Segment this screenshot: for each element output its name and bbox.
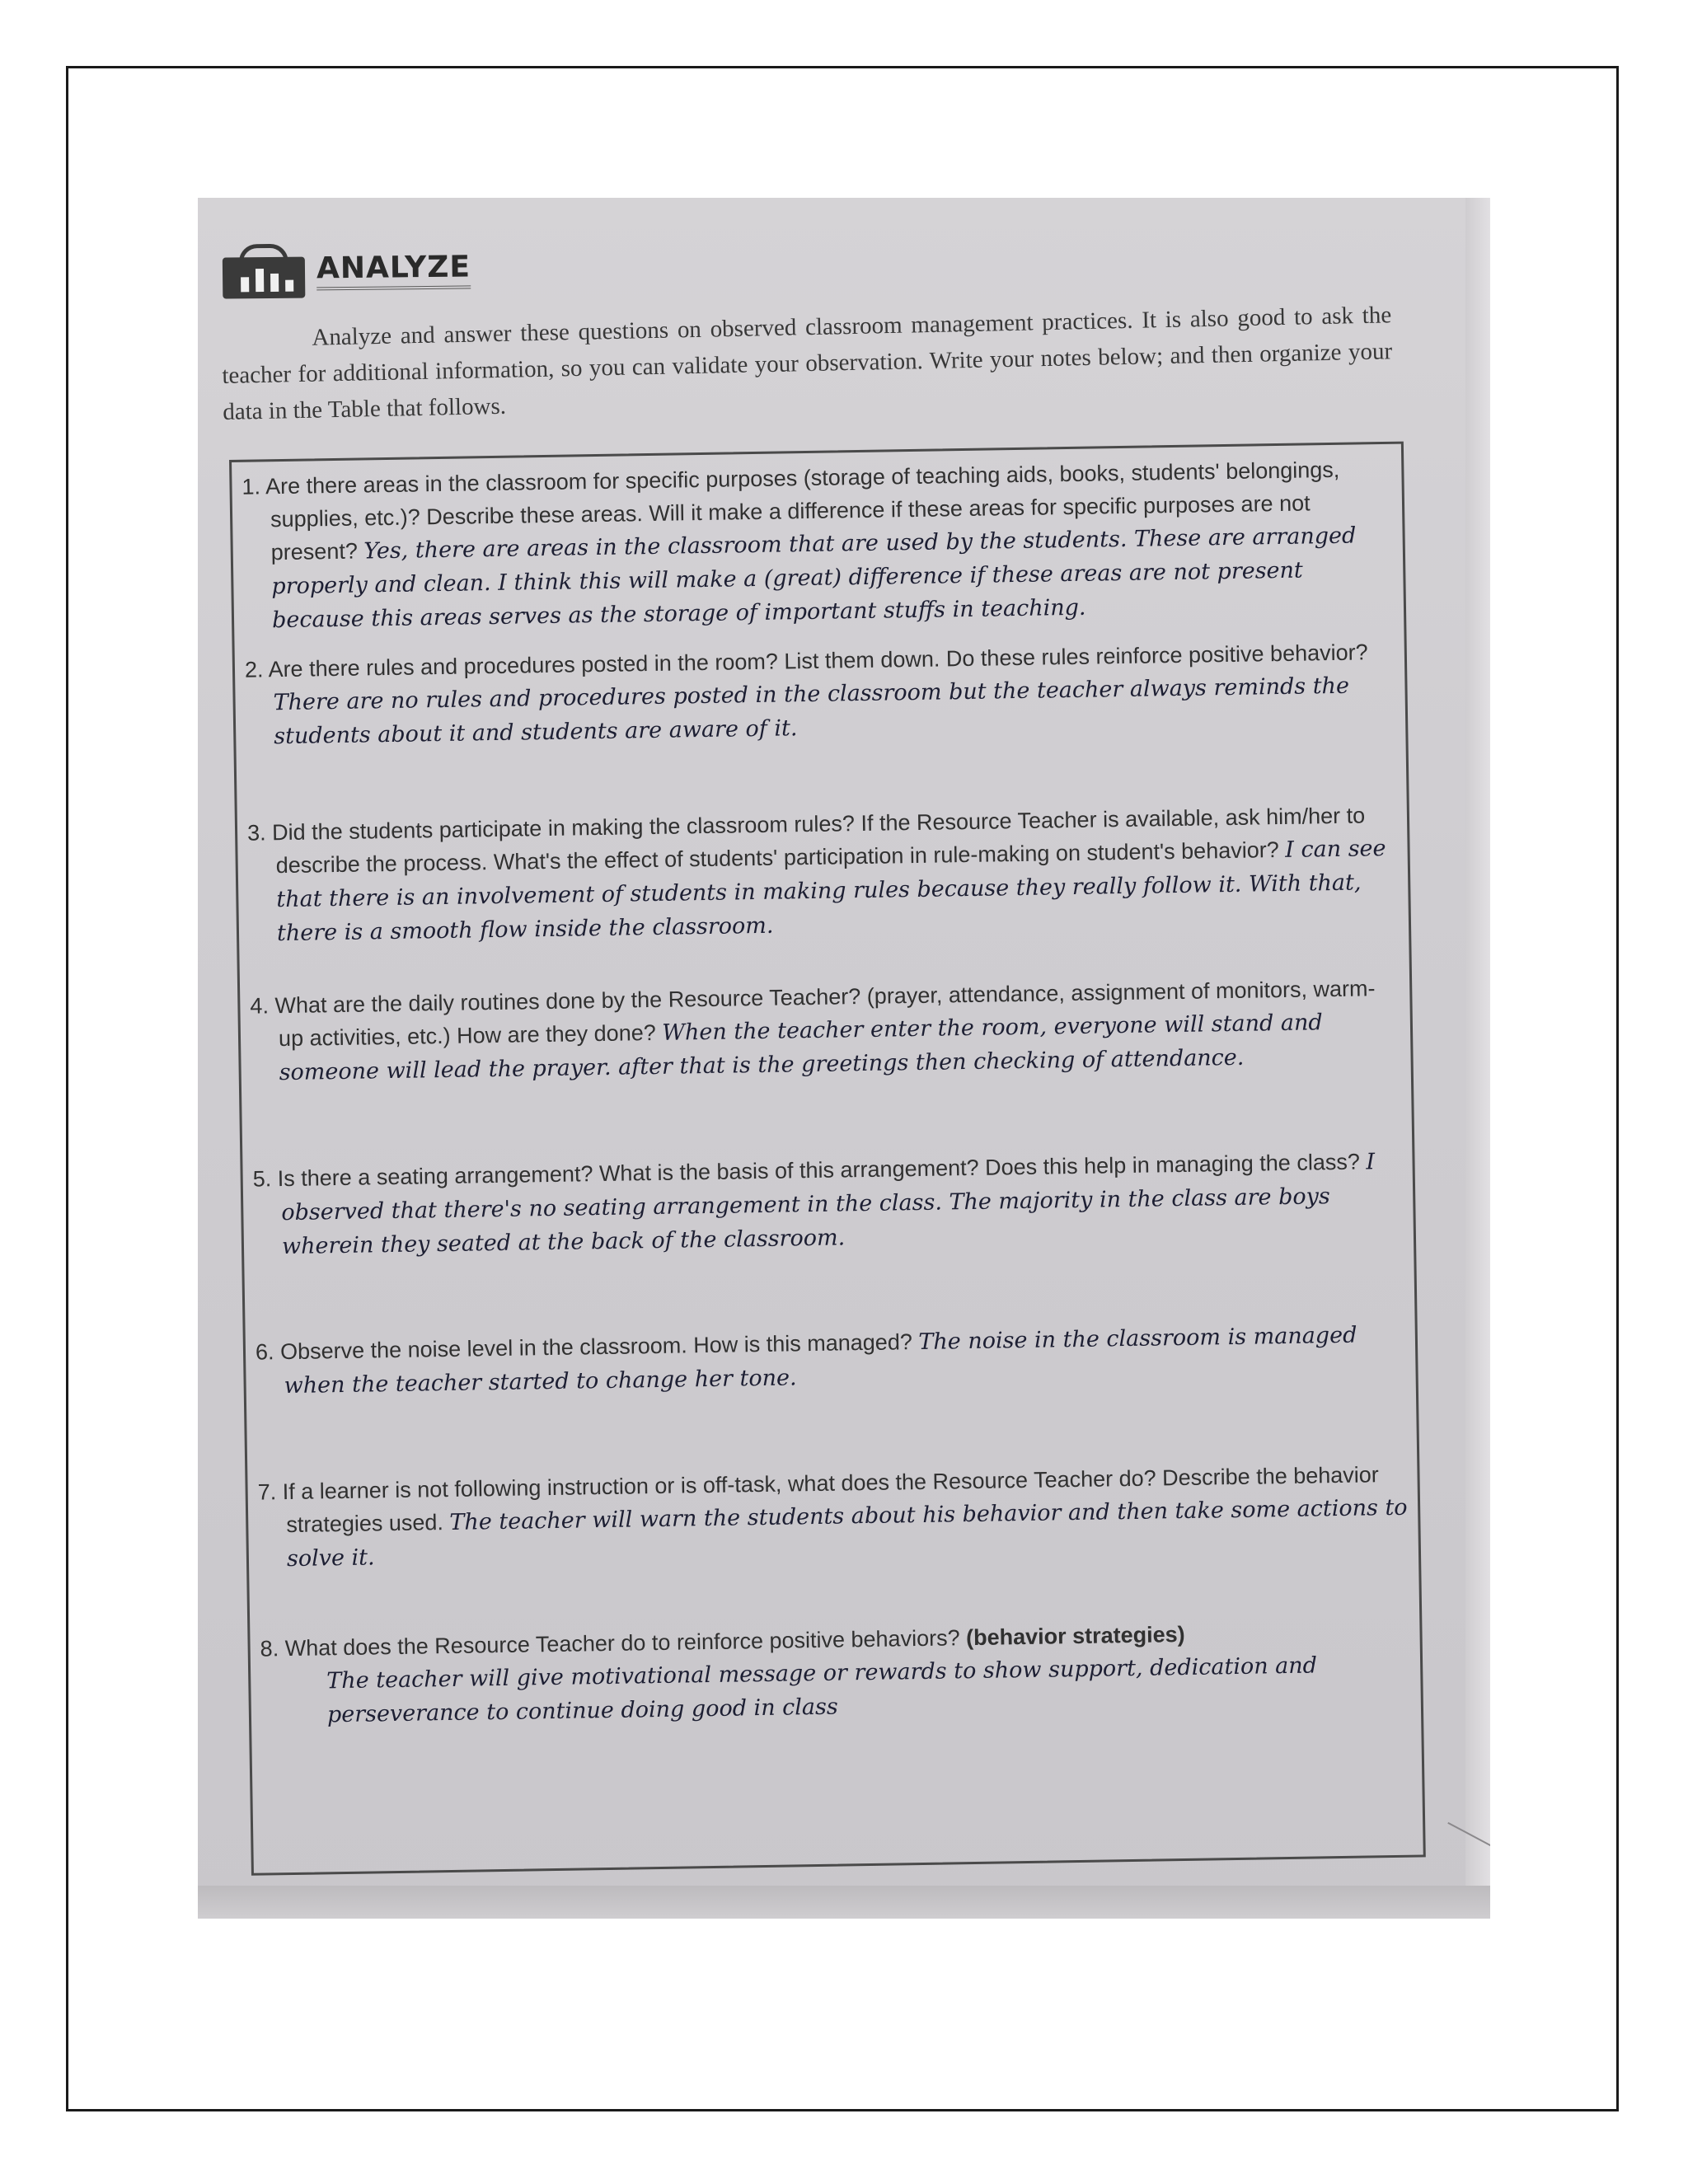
questions-box bbox=[229, 442, 1426, 1876]
handwritten-answer: I can see that there is an involvement of students in making rules because they really follow it. With that, there is a smooth flow inside the classroom. bbox=[276, 836, 1386, 947]
page-shadow bbox=[198, 1886, 1490, 1919]
question-number: 4. bbox=[250, 993, 270, 1019]
handwritten-answer: Yes, there are areas in the classroom that are used by the students. These are arranged properly and clean. I think this will make a (great) difference if these areas are not present because this areas serves as the storage of important stuffs in teaching. bbox=[271, 523, 1357, 634]
question-number: 2. bbox=[244, 657, 264, 682]
worksheet-photo bbox=[198, 198, 1490, 1919]
handwritten-answer: The noise in the classroom is managed when the teacher started to change her tone. bbox=[284, 1322, 1357, 1399]
question-4 bbox=[250, 972, 1401, 1090]
question-number: 7. bbox=[257, 1479, 277, 1505]
handwritten-answer: I observed that there's no seating arrangement in the class. The majority in the class are boys wherein they seated at the back of the classroom. bbox=[281, 1149, 1376, 1260]
section-title: ANALYZE bbox=[316, 250, 471, 290]
question-text: Observe the noise level in the classroom. How is this managed? bbox=[279, 1329, 913, 1365]
page-edge bbox=[1465, 198, 1490, 1919]
handwritten-answer: The teacher will give motivational message or rewards to show support, dedication and perseverance to continue doing good in class bbox=[326, 1652, 1318, 1728]
question-text: Are there rules and procedures posted in the room? List them down. Do these rules reinforce positive behavior? bbox=[268, 640, 1368, 682]
question-text: If a learner is not following instruction or is off-task, what does the Resource Teacher do? Describe the behavior strategies used. bbox=[282, 1462, 1380, 1538]
handwritten-answer: There are no rules and procedures posted in the classroom but the teacher always reminds the students about it and students are aware of it. bbox=[273, 673, 1350, 750]
question-number: 8. bbox=[260, 1636, 279, 1661]
question-2 bbox=[245, 635, 1396, 754]
question-3 bbox=[247, 799, 1399, 951]
question-8 bbox=[260, 1615, 1411, 1733]
question-1 bbox=[241, 452, 1394, 638]
question-6 bbox=[256, 1318, 1406, 1404]
question-emphasis: (behavior strategies) bbox=[965, 1621, 1185, 1651]
handwritten-answer: The teacher will warn the students about his behavior and then take some actions to solve it. bbox=[286, 1494, 1408, 1572]
question-text: Is there a seating arrangement? What is the basis of this arrangement? Does this help in managing the class? bbox=[277, 1149, 1361, 1192]
question-number: 1. bbox=[241, 474, 261, 499]
building-chart-icon bbox=[223, 244, 306, 299]
section-header bbox=[223, 241, 471, 298]
question-text: Did the students participate in making the classroom rules? If the Resource Teacher is available, ask him/her to describe the process. What's the effect of students' participation in rule-making on student's behavior? bbox=[271, 803, 1366, 879]
question-number: 6. bbox=[255, 1339, 274, 1365]
question-text: Are there areas in the classroom for specific purposes (storage of teaching aids, books, students' belongings, supplies, etc.)? Describe these areas. Will it make a difference if these areas for specific purposes are not present? bbox=[265, 457, 1340, 565]
question-7 bbox=[257, 1458, 1409, 1577]
question-5 bbox=[252, 1145, 1404, 1264]
question-text: What does the Resource Teacher do to reinforce positive behaviors? bbox=[284, 1625, 960, 1661]
question-number: 3. bbox=[246, 820, 266, 846]
question-number: 5. bbox=[252, 1166, 272, 1192]
instructions-paragraph: Analyze and answer these questions on observed classroom management practices. It is also good to ask the teacher for additional information, so you can validate your observation. Write your notes below; and then organize your data in the Table that follows. bbox=[222, 302, 1393, 425]
question-text: What are the daily routines done by the Resource Teacher? (prayer, attendance, assignment of monitors, warm-up activities, etc.) How are they done? bbox=[274, 976, 1376, 1052]
handwritten-answer: When the teacher enter the room, everyone will stand and someone will lead the prayer. after that is the greetings then checking of attendance. bbox=[279, 1010, 1323, 1086]
